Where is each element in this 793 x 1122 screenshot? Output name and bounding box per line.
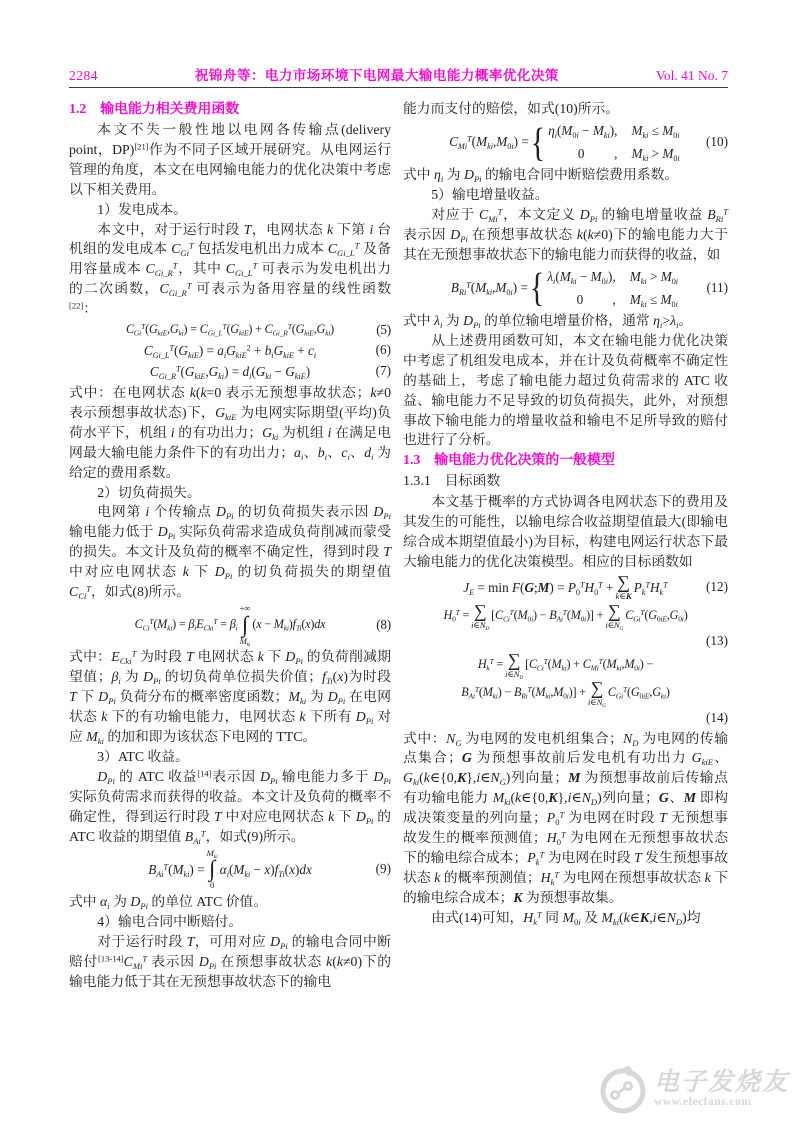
inline-math: $D_{Pi}$ — [98, 689, 116, 707]
inline-math: M — [568, 770, 581, 786]
equation: $H_k^T$ = ∑ $i\in N_D$ [$C_{Ci}^T(M_{ki}) + C_{Mi}^T(M_{ki},M_{0i})$ − $B_{Ai}^T(M_{ki}) - B_{Ri}^T(M_{ki},M_{0i})$] + ∑ $i\in N_G$ $C_{Gi}^T(G_{0iE},G_{ki})$ — [461, 649, 670, 709]
paragraph: 对于运行时段 T，可用对应 $D_{Pi}$ 的输电合同中断赔付$[13-14]C_{Mi}^T$ 表示因 $D_{Pi}$ 在预想事故状态 k(k≠0)下的输电能力低于其在无预想事故状态下的输电 — [69, 933, 392, 989]
sum-symbol: ∑ $i\in N_D$ — [471, 600, 490, 632]
inline-math: i — [327, 424, 332, 440]
inline-math: i — [145, 504, 150, 520]
cases-brace: { $\lambda_i(M_{ki} - M_{0i})$ , $M_{ki} > M_{0i}$ 0 , $M_{ki} \le M_{0i}$ — [529, 265, 679, 311]
paragraph: 本文不失一般性地以电网各传输点(delivery point，DP)[21]作为不同子区域开展研究。从电网运行管理的角度，本文在电网输电能力的优化决策中考虑以下相关费用。 — [69, 122, 392, 197]
inline-math: k — [370, 385, 377, 401]
inline-math: $B_{Ai}^T$ — [184, 827, 206, 846]
header-rule — [69, 87, 728, 88]
inline-math: $P_0^T$ — [546, 809, 565, 828]
inline-math: k — [328, 808, 335, 824]
inline-math: $a_i$ — [294, 444, 304, 462]
equation-number: (6) — [375, 342, 391, 358]
column-right — [403, 99, 728, 928]
inline-math: $\beta_i$ — [111, 669, 121, 687]
inline-math: $M_{ki}$ — [288, 689, 307, 707]
inline-math: $M_{ki}$ — [86, 729, 104, 747]
inline-math: $D_{Pi}$ — [579, 207, 598, 224]
inline-math: $H_k^T$ — [540, 869, 560, 887]
inline-math: $G_{kiE}$ — [215, 404, 237, 422]
equation: $C_{Gi\_L}^T(G_{kiE}) = a_iG_{kiE}^2 + b_iG_{kiE} + c_i$ (6) — [143, 342, 391, 360]
elecfans-logo-icon — [596, 1062, 650, 1116]
inline-math: k — [257, 649, 264, 665]
paragraph: 式中：$N_G$ 为电网的发电机组集合；$N_D$ 为电网的传输点集合；G 为预想事故前后发电机有功出力 $G_{kiE}$、$G_{ki}(k\in\{0,K\},i\in N_G)$列向量；M 为预想事故前后传输点有功输电能力 $M_{ki}(k\in\{0,K\},i\in N_D)$列向量；G、M 即构成决策变量的列向量；$P_0^T$ 为电网在时段 T 无预想事故发生的概率预测值；$H_0^T$ 为电网在无预想事故状态下的输电综合成本；$P_k^T$ 为电网在时段 T 发生预想事故状态 k 的概率预测值；$H_k^T$ 为电网在预想事故状态 k 下的输电综合成本；K 为预想事故集。 — [403, 730, 729, 905]
inline-math: T — [186, 649, 194, 665]
paragraph: 电网第 i 个传输点 $D_{Pi}$ 的切负荷损失表示因 $D_{Pi}$ 输电能力低于 $D_{Pi}$ 实际负荷需求造成负荷削减而蒙受的损失。本文计及负荷的概率不确定性，得到时段 T 中对应电网状态 k 下 $D_{Pi}$ 的切负荷损失的期望值 $C_{Ci}^T$，如式(8)所示。 — [69, 504, 392, 602]
inline-math: $D_{Pi}$ — [463, 313, 481, 330]
inline-math: $D_{Pi}$ — [355, 808, 374, 826]
inline-math: $D_{Pi}$ — [157, 524, 176, 542]
inline-math: i — [369, 221, 374, 237]
inline-math: $f_{Ti}(x)$ — [322, 669, 348, 687]
inline-math: $D_{Pi}$ — [97, 768, 115, 786]
inline-math: k — [101, 709, 108, 725]
paragraph: 本文基于概率的方式协调各电网状态下的费用及其发生的可能性，以输电综合收益期望值最大(即输电综合成本期望值最小)为目标，构建电网运行状态下最大输电能力的优化决策模型。相应的目标函数如 — [403, 494, 728, 570]
paragraph: 3）ATC 收益。 — [97, 748, 189, 764]
inline-math: T — [383, 544, 391, 560]
sum-symbol: ∑ $i\in N_D$ — [505, 649, 524, 681]
paragraph: 式中：在电网状态 k(k=0 表示无预想事故状态；k≠0 表示预想事故状态)下，$G_{kiE}$ 为电网实际期望(平均)负荷水平下，机组 i 的有功出力；$G_{ki}$ 为机组 i 在满足电网最大输电能力条件下的有功出力；$a_i$、$b_i$、$c_i$、$d_i$ 为给定的费用系数。 — [69, 385, 392, 480]
inline-math: $D_{Pi}$ — [130, 893, 148, 911]
equation-number: (7) — [375, 363, 391, 379]
inline-math: $\eta_i$ — [434, 167, 444, 185]
inline-math: $P_k^T$ — [527, 849, 545, 867]
equation-number: (12) — [706, 579, 728, 595]
inline-math: T — [213, 808, 222, 824]
equation: $C_{Gi\_R}^T(G_{kiE},G_{ki}) = d_i(G_{ki} - G_{kiE})$ (7) — [149, 363, 391, 381]
column-left — [69, 99, 391, 991]
paragraph: 对应于 $C_{Mi}^T$，本文定义 $D_{Pi}$ 的输电增量收益 $B_{Ri}^T$ 表示因 $D_{Pi}$ 在预想事故状态 k(k≠0)下的输电能力大于其在无预想事故状态下的输电能力而获得的收益，如 — [403, 206, 729, 262]
inline-math: T — [634, 849, 642, 865]
inline-math: $b_i$ — [317, 444, 327, 462]
equation-number: (5) — [376, 321, 391, 337]
sum-symbol: ∑ $i\in N_G$ — [605, 600, 624, 632]
running-header — [69, 64, 728, 84]
watermark-title: 电子发烧友 — [653, 1068, 789, 1096]
inline-math: k — [434, 869, 441, 885]
inline-math: $M_{ki}(k\in K,i\in N_D)$ — [601, 909, 687, 927]
inline-math: $D_{Pi}$ — [463, 167, 482, 185]
equation-number: (10) — [706, 134, 728, 150]
paragraph: 5）输电增量收益。 — [431, 187, 549, 203]
inline-math: k — [587, 226, 594, 242]
inline-math: $D_{Pi}$ — [198, 953, 217, 971]
integral-symbol: +∞ ∫ $M_{ki}$ — [239, 603, 251, 648]
elecfans-watermark — [596, 1062, 789, 1116]
equation: $B_{Ri}^T(M_{ki},M_{0i})$ = { $\lambda_i(M_{ki} - M_{0i})$ , $M_{ki} > M_{0i}$ 0 , $M_{ki} \le M_{0i}$ (11) — [450, 265, 728, 311]
equation: $C_{Ci}^T(M_{ki}) = \beta_iE_{Cki}^T = \beta_i$ +∞ ∫ $M_{ki}$ $(x - M_{ki})f_{Ti}(x)dx$ (8) — [134, 603, 391, 648]
watermark-url: www.elecfans.com — [653, 1096, 752, 1109]
inline-math: $C_{Mi}^T$ — [478, 206, 503, 224]
paragraph: 能力而支付的赔偿，如式(10)所示。 — [403, 101, 620, 116]
inline-math: [22] — [69, 300, 84, 311]
equation-number: (11) — [706, 279, 728, 295]
inline-math: $[13-14]C_{Mi}^T$ — [97, 952, 148, 971]
inline-math: k — [336, 953, 343, 969]
inline-math: $\eta_i>\lambda_i$ — [653, 313, 679, 330]
inline-math: $H_0^T$ — [546, 829, 566, 848]
equation-number: (14) — [706, 709, 728, 725]
cases-brace: { $\eta_i(M_{0i} - M_{ki})$ , $M_{ki} \le M_{0i}$ 0 , $M_{ki} > M_{0i}$ — [530, 119, 680, 165]
paragraph: 式中 $\lambda_i$ 为 $D_{Pi}$ 的单位输电增量价格，通常 $\eta_i>\lambda_i$。 — [403, 313, 693, 330]
inline-math: k — [326, 953, 333, 969]
inline-math: k — [182, 564, 189, 580]
inline-math: $D_{Pi}$ — [327, 689, 346, 707]
paragraph: $D_{Pi}$ 的 ATC 收益[14]表示因 $D_{Pi}$ 输电能力多于 $D_{Pi}$ 实际负荷需求而获得的收益。本文计及负荷的概率不确定性，得到运行时段 T 中对应电网状态 k 下 $D_{Pi}$ 的 ATC 收益的期望值 $B_{Ai}^T$，如式(9)所示。 — [69, 768, 392, 846]
inline-math: $D_{Pi}$ — [373, 768, 392, 786]
inline-math: $G_{ki}$ — [262, 424, 279, 442]
inline-math: G — [658, 790, 669, 806]
inline-math: $D_{Pi}$ — [143, 669, 161, 687]
paragraph: 式中 $\eta_i$ 为 $D_{Pi}$ 的输电合同中断赔偿费用系数。 — [403, 167, 679, 185]
inline-math: k — [327, 221, 334, 237]
inline-math: $C_{Gi}^T$ — [171, 240, 194, 259]
inline-math: $C_{Gi\_L}^T$ — [327, 240, 360, 259]
equation-number: (8) — [376, 616, 391, 632]
inline-math: $D_{Pi}$ — [373, 504, 391, 522]
sum-symbol: ∑ $i\in N_G$ — [587, 677, 606, 709]
inline-math: $M_{0i}$ — [562, 909, 581, 927]
paragraph: 2）切负荷损失。 — [97, 484, 201, 500]
inline-math: $c_i$ — [341, 444, 350, 462]
inline-math: $\lambda_i$ — [434, 313, 443, 330]
inline-math: $C_{Gi\_R}^T$ — [159, 280, 192, 299]
paragraph: 由式(14)可知，$H_k^T$ 同 $M_{0i}$ 及 $M_{ki}(k\in K,i\in N_D)$均 — [431, 908, 701, 927]
inline-math: [21] — [134, 141, 149, 152]
inline-math: $D_{Pi}$ — [285, 649, 303, 667]
inline-math: k — [576, 226, 583, 242]
subsection-heading: 1.3.1 目标函数 — [403, 474, 501, 490]
inline-math: k — [299, 709, 306, 725]
inline-math: $N_D$ — [622, 730, 639, 748]
inline-math: $G_{ki}(k\in\{0,K\},i\in N_G)$ — [403, 770, 511, 788]
inline-math: T — [186, 933, 195, 949]
inline-math: i — [170, 424, 175, 440]
equation: $J_E = \min$ F(G;M) = $P_0^TH_0^T$ + ∑ k∈K $P_k^TH_k^T$ (12) — [463, 571, 728, 602]
paragraph: 从上述费用函数可知，本文在输电能力优化决策中考虑了机组发电成本，并在计及负荷概率不确定性的基础上，考虑了输电能力超过负荷需求的 ATC 收益、输电能力不足导致的切负荷损失，此外，对预想事故下输电能力的增量收益和输电不足所导致的赔付也进行了分析。 — [403, 332, 728, 448]
inline-math: k — [189, 385, 196, 401]
inline-math: [14] — [197, 768, 212, 779]
paragraph: 式中：$E_{Cki}^T$ 为时段 T 电网状态 k 下 $D_{Pi}$ 的负荷削减期望值；$\beta_i$ 为 $D_{Pi}$ 的切负荷单位损失价值；$f_{Ti}(x)$为时段 T 下 $D_{Pi}$ 负荷分布的概率密度函数；$M_{ki}$ 为 $D_{Pi}$ 在电网状态 k 下的有功输电能力，电网状态 k 下所有 $D_{Pi}$ 对应 $M_{ki}$ 的加和即为该状态下电网的 TTC。 — [69, 648, 392, 747]
inline-math: $M_{ki}(k\in\{0,K\},i\in N_D)$ — [492, 790, 602, 808]
sum-symbol: ∑ k∈K — [615, 571, 632, 602]
paragraph: 式中 $\alpha_i$ 为 $D_{Pi}$ 的单位 ATC 价值。 — [69, 893, 268, 911]
inline-math: $N_G$ — [446, 730, 462, 748]
inline-math: $D_{Pi}$ — [214, 564, 233, 582]
inline-math: $H_k^T$ — [523, 908, 542, 927]
page-number: 2284 — [69, 68, 98, 83]
inline-math: k — [704, 869, 711, 885]
inline-math: M — [683, 790, 696, 806]
equation: $C_{Gi}^T(G_{kiE},G_{ki}) = C_{Gi\_L}^T(G_{kiE}) + C_{Gi\_R}^T(G_{kiE},G_{ki})$ (5) — [69, 321, 391, 339]
inline-math: T — [659, 810, 667, 826]
inline-math: k — [200, 385, 207, 401]
paragraph: 1）发电成本。 — [97, 201, 187, 217]
equation: $H_0^T$ = ∑ $i\in N_D$ $[C_{Ci}^T(M_{0i}) - B_{Ai}^T(M_{0i})]$ + ∑ $i\in N_G$ $C_{Gi}^T(G_{0iE},G_{0i})$ — [443, 600, 688, 632]
inline-math: $D_{Pi}$ — [260, 768, 278, 786]
inline-math: $C_{Gi\_L}^T$ — [225, 260, 258, 279]
inline-math: $D_{Pi}$ — [270, 933, 288, 951]
section-heading: 1.2 输电能力相关费用函数 — [69, 102, 240, 117]
inline-math: K — [513, 889, 523, 905]
watermark-text — [654, 1070, 789, 1108]
equation: $B_{Ai}^T(M_{ki})$ = $M_{ki}$ ∫ 0 $\alpha_i(M_{ki} - x)f_{Ti}(x)dx$ (9) — [148, 847, 391, 891]
inline-math: T — [243, 221, 252, 237]
inline-math: $C_{Gi\_R}^T$ — [145, 260, 178, 279]
inline-math: $D_{Pi}$ — [216, 504, 234, 522]
inline-math: $D_{Pi}$ — [355, 709, 374, 727]
integral-symbol: $M_{ki}$ ∫ 0 — [206, 847, 218, 891]
inline-math: G — [461, 750, 472, 766]
inline-math: $G_{kiE}$ — [691, 750, 713, 768]
paragraph: 本文中，对于运行时段 T，电网状态 k 下第 i 台机组的发电成本 $C_{Gi}^T$ 包括发电机出力成本 $C_{Gi\_L}^T$ 及备用容量成本 $C_{Gi\_R}^T$，其中 $C_{Gi\_L}^T$ 可表示为发电机出力的二次函数，$C_{Gi\_R}^T$ 可表示为备用容量的线性函数[22]： — [69, 221, 392, 317]
header-volume: Vol. 41 No. 7 — [655, 68, 728, 83]
equation-number: (13) — [706, 632, 728, 648]
inline-math: $D_{Pi}$ — [450, 226, 468, 244]
inline-math: $E_{Cki}^T$ — [111, 648, 137, 667]
section-heading: 1.3 输电能力优化决策的一般模型 — [403, 453, 615, 469]
inline-math: $B_{Ri}^T$ — [707, 206, 729, 224]
inline-math: $d_i$ — [364, 444, 374, 462]
inline-math: T — [69, 689, 77, 705]
inline-math: $\alpha_i$ — [100, 893, 110, 911]
equation-number: (9) — [375, 861, 391, 877]
equation: $C_{Mi}^T(M_{ki},M_{0i})$ = { $\eta_i(M_{0i} - M_{ki})$ , $M_{ki} \le M_{0i}$ 0 , $M_{ki} > M_{0i}$ (10) — [449, 119, 728, 165]
inline-math: $C_{Ci}^T$ — [69, 583, 92, 602]
paragraph: 4）输电合同中断赔付。 — [97, 913, 243, 929]
header-title: 祝锦舟等：电力市场环境下电网最大输电能力概率优化决策 — [194, 68, 559, 83]
